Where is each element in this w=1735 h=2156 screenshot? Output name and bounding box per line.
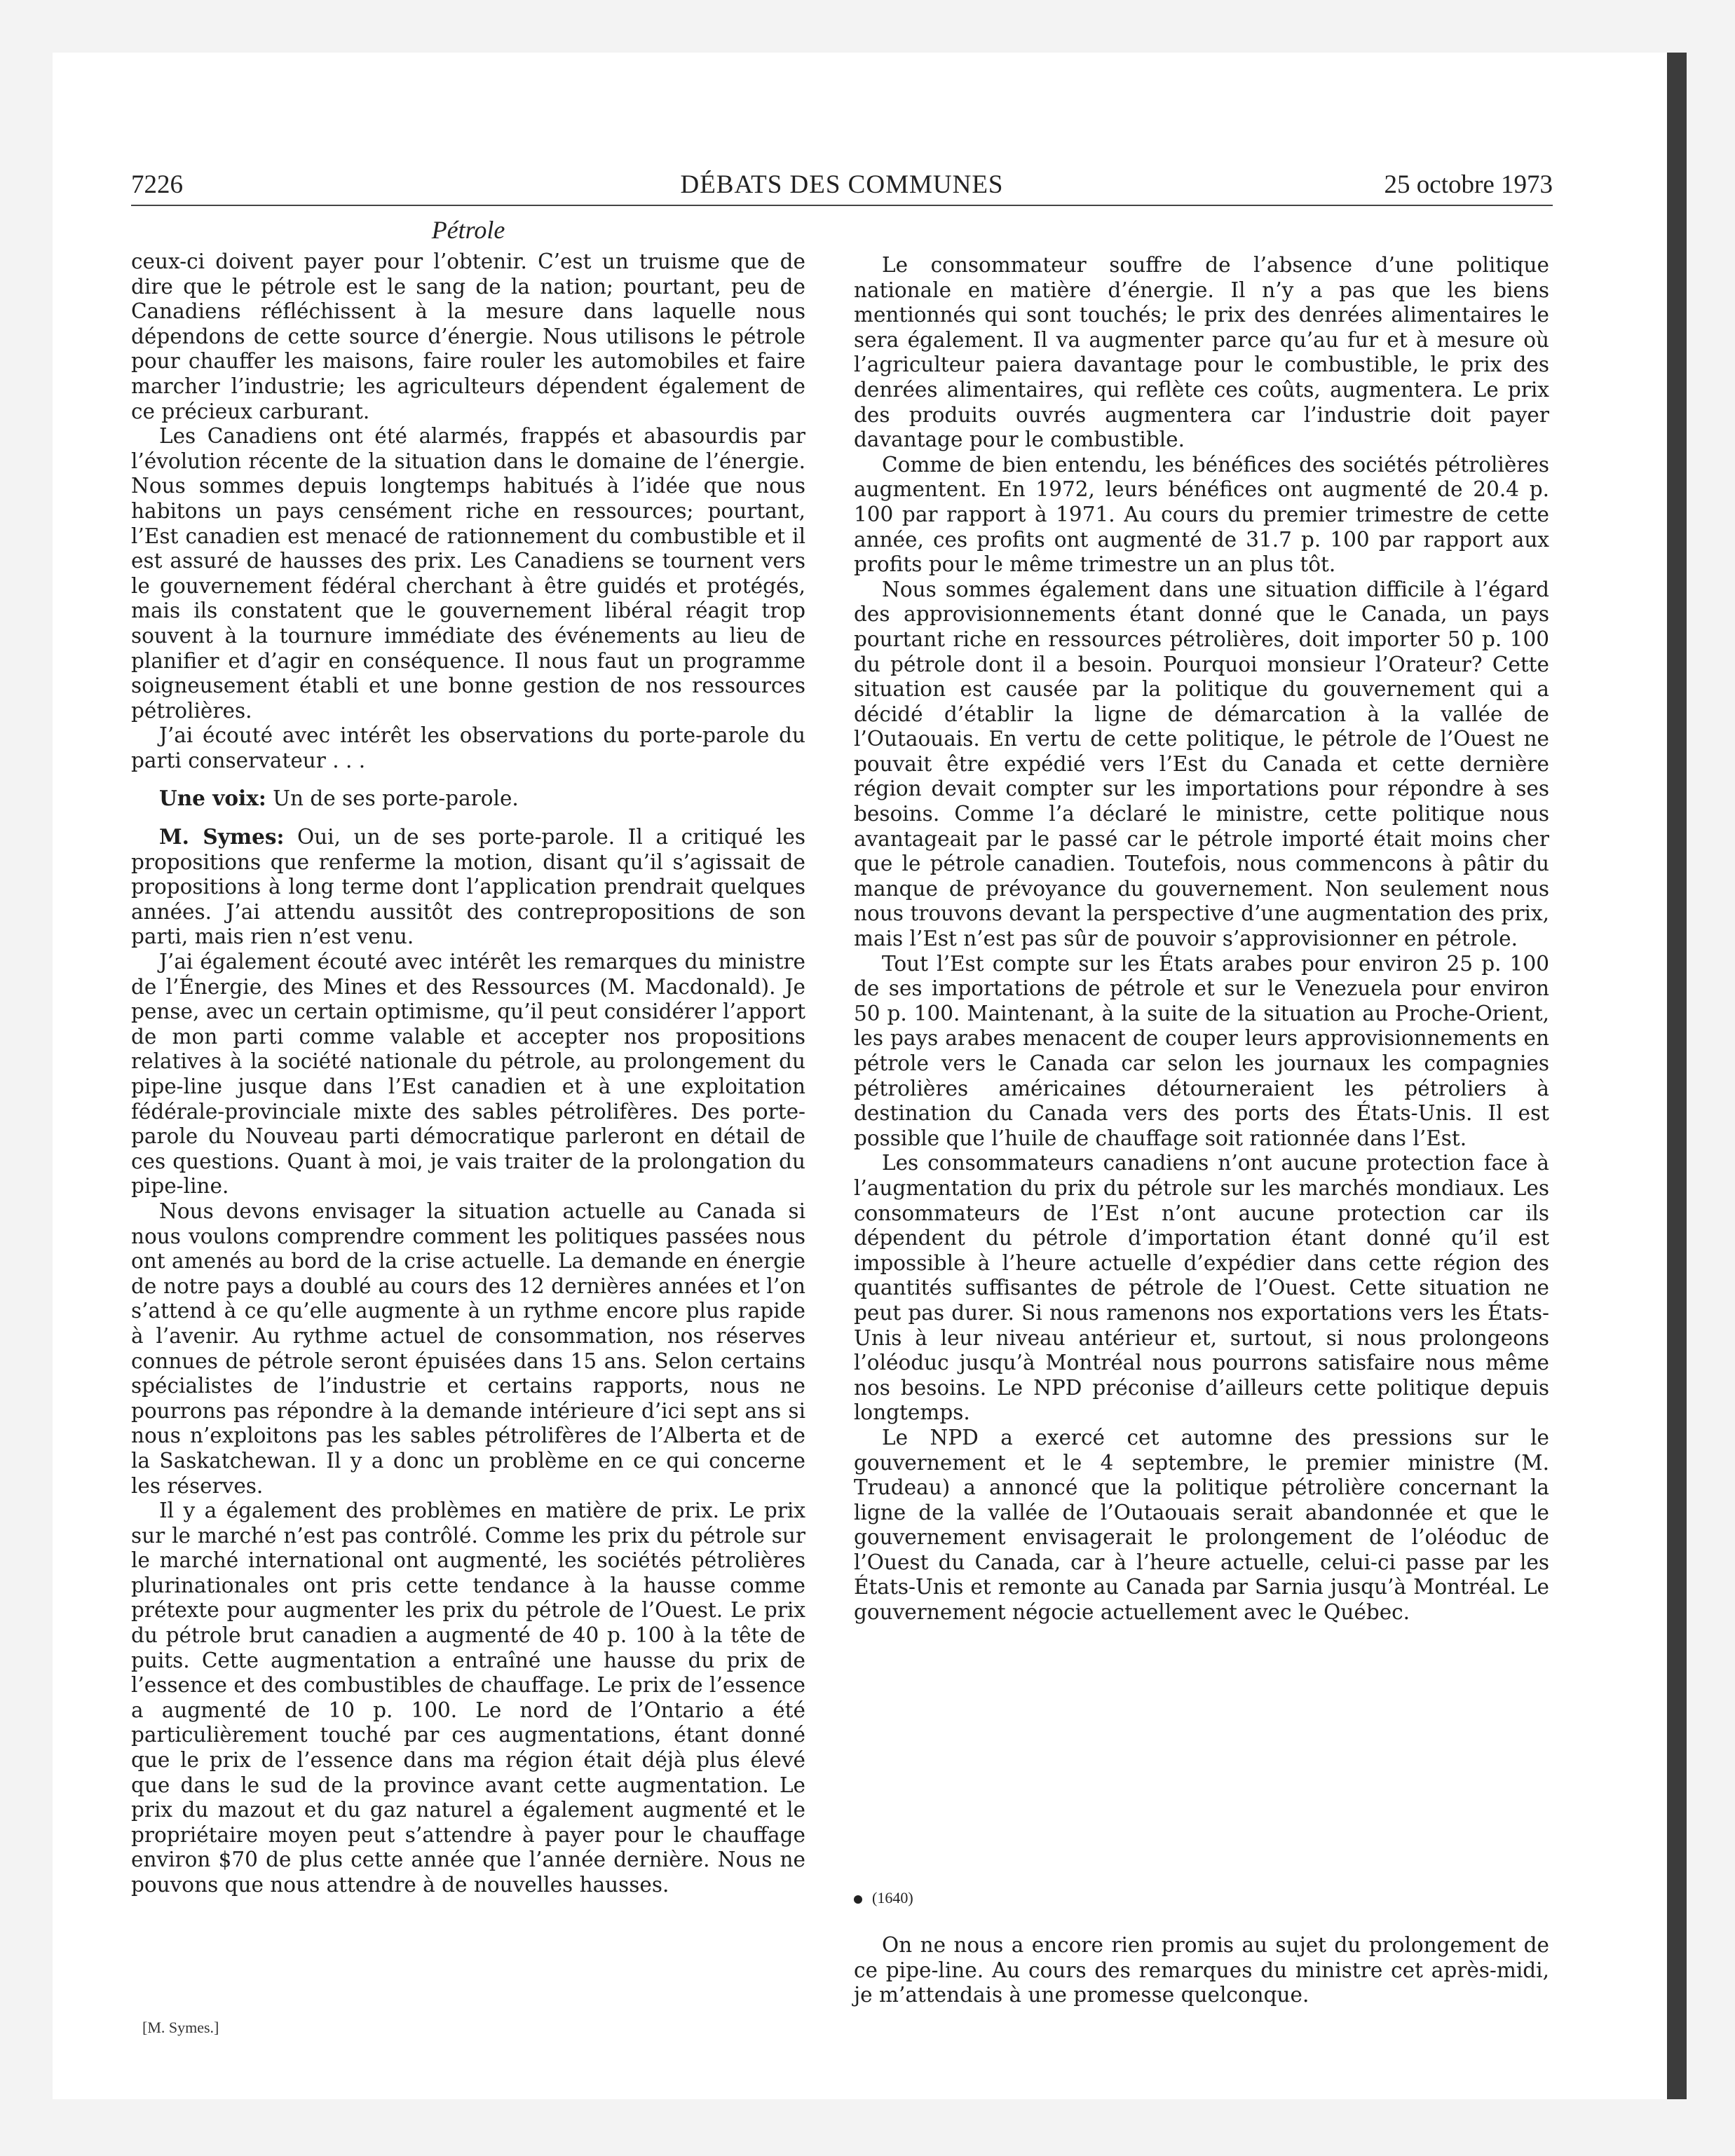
page-number: 7226	[131, 170, 183, 199]
time-marker	[854, 1889, 913, 1907]
subject-heading: Pétrole	[431, 216, 505, 244]
speaker-paragraph	[131, 786, 805, 812]
speaker-name: Une voix:	[159, 786, 266, 811]
right-column-tail	[854, 1933, 1549, 2008]
publication-title: DÉBATS DES COMMUNES	[680, 170, 1004, 199]
paragraph: J’ai écouté avec intérêt les observations du porte-parole du parti conservateur . . .	[131, 723, 805, 772]
paragraph: Nous devons envisager la situation actuelle au Canada si nous voulons comprendre comment les politiques passées nous ont amenés au bord de la crise actuelle. La demande en énergie de notre pays a doublé au cours des 12 dernières années et l’on s’attend à ce qu’elle augmente à un rythme encore plus rapide à l’avenir. Au rythme actuel de consommation, nos réserves connues de pétrole seront épuisées dans 15 ans. Selon certains spécialistes de l’industrie et certains rapports, nous ne pourrons pas répondre à la demande intérieure d’ici sept ans si nous n’exploitons pas les sables pétrolifères de l’Alberta et de la Saskatchewan. Il y a donc un problème en ce qui concerne les réserves.	[131, 1199, 805, 1498]
paragraph: Le NPD a exercé cet automne des pressions sur le gouvernement et le 4 septembre, le premier ministre (M. Trudeau) a annoncé que la politique pétrolière concernant la ligne de la vallée de l’Outaouais serait abandonnée et que le gouvernement envisagerait le prolongement de l’oléoduc de l’Ouest du Canada, car à l’heure actuelle, celui-ci passe par les États-Unis et remonte au Canada par Sarnia jusqu’à Montréal. Le gouvernement négocie actuellement avec le Québec.	[854, 1425, 1549, 1625]
paragraph: Les consommateurs canadiens n’ont aucune protection face à l’augmentation du prix du pétrole sur les marchés mondiaux. Les consommateurs de l’Est n’ont aucune protection car ils dépendent du pétrole d’importation étant donné qu’il est impossible à l’heure actuelle d’expédier dans cette région des quantités suffisantes de pétrole de l’Ouest. Cette situation ne peut pas durer. Si nous ramenons nos exportations vers les États-Unis à leur niveau antérieur et, surtout, si nous prolongeons l’oléoduc jusqu’à Montréal nous pourrons satisfaire nous même nos besoins. Le NPD préconise d’ailleurs cette politique depuis longtemps.	[854, 1151, 1549, 1425]
left-column	[131, 250, 805, 1898]
time-stamp-text: (1640)	[872, 1889, 913, 1906]
speech-text: Un de ses porte-parole.	[266, 786, 519, 811]
paragraph: Il y a également des problèmes en matière de prix. Le prix sur le marché n’est pas contrôlé. Comme les prix du pétrole sur le marché international ont augmenté, les sociétés pétrolières plurinationales ont pris cette tendance à la hausse comme prétexte pour augmenter les prix du pétrole de l’Ouest. Le prix du pétrole brut canadien a augmenté de 40 p. 100 à la tête de puits. Cette augmentation a entraîné une hausse du prix de l’essence et des combustibles de chauffage. Le prix de l’essence a augmenté de 10 p. 100. Le nord de l’Ontario a été particulièrement touché par ces augmentations, étant donné que le prix de l’essence dans ma région était déjà plus élevé que dans le sud de la province avant cette augmentation. Le prix du mazout et du gaz naturel a également augmenté et le propriétaire moyen peut s’attendre à payer pour le chauffage environ $70 de plus cette année que l’année dernière. Nous ne pouvons que nous attendre à de nouvelles hausses.	[131, 1499, 805, 1897]
bullet-icon	[854, 1895, 862, 1904]
speech-text: Oui, un de ses porte-parole. Il a critiqué les propositions que renferme la motion, disant qu’il s’agissait de propositions à long terme dont l’application prendrait quelques années. J’ai attendu aussitôt des contrepropositions de son parti, mais rien n’est venu.	[131, 825, 805, 949]
paragraph: Nous sommes également dans une situation difficile à l’égard des approvisionnements étant donné que le Canada, un pays pourtant riche en ressources pétrolières, doit importer 50 p. 100 du pétrole dont il a besoin. Pourquoi monsieur l’Orateur? Cette situation est causée par la politique du gouvernement qui a décidé d’établir la ligne de démarcation à la vallée de l’Outaouais. En vertu de cette politique, le pétrole de l’Ouest ne pouvait être expédié vers l’Est du Canada et cette dernière région devait compter sur les importations pour répondre à ses besoins. Comme l’a déclaré le ministre, cette politique nous avantageait par le passé car le pétrole importé était moins cher que le pétrole canadien. Toutefois, nous commencons à pâtir du manque de prévoyance du gouvernement. Non seulement nous nous trouvons devant la perspective d’une augmentation des prix, mais l’Est n’est pas sûr de pouvoir s’approvisionner en pétrole.	[854, 577, 1549, 951]
paragraph: Les Canadiens ont été alarmés, frappés et abasourdis par l’évolution récente de la situation dans le domaine de l’énergie. Nous sommes depuis longtemps habitués à l’idée que nous habitons un pays censément riche en ressources; pourtant, l’Est canadien est menacé de rationnement du combustible et il est assuré de hausses des prix. Les Canadiens se tournent vers le gouvernement fédéral cherchant à être guidés et protégés, mais ils constatent que le gouvernement libéral réagit trop souvent à la tournure immédiate des événements au lieu de planifier et d’agir en conséquence. Il nous faut un programme soigneusement établi et une bonne gestion de nos ressources pétrolières.	[131, 424, 805, 723]
paragraph: Le consommateur souffre de l’absence d’une politique nationale en matière d’énergie. Il n’y a pas que les biens mentionnés qui sont touchés; le prix des denrées alimentaires le sera également. Il va augmenter parce qu’au fur et à mesure où l’agriculteur paiera davantage pour le combustible, le prix des denrées alimentaires, qui reflète ces coûts, augmentera. Le prix des produits ouvrés augmentera car l’industrie doit payer davantage pour le combustible.	[854, 253, 1549, 452]
paragraph: Comme de bien entendu, les bénéfices des sociétés pétrolières augmentent. En 1972, leurs bénéfices ont augmenté de 20.4 p. 100 par rapport à 1971. Au cours du premier trimestre de cette année, ces profits ont augmenté de 31.7 p. 100 par rapport aux profits pour le même trimestre un an plus tôt.	[854, 452, 1549, 577]
paragraph: ceux-ci doivent payer pour l’obtenir. C’est un truisme que de dire que le pétrole est le sang de la nation; pourtant, peu de Canadiens réfléchissent à la mesure dans laquelle nous dépendons de cette source d’énergie. Nous utilisons le pétrole pour chauffer les maisons, faire rouler les automobiles et faire marcher l’industrie; les agriculteurs dépendent également de ce précieux carburant.	[131, 250, 805, 423]
speaker-reference: [M. Symes.]	[142, 2019, 219, 2036]
speaker-paragraph	[131, 824, 805, 950]
paragraph: J’ai également écouté avec intérêt les remarques du ministre de l’Énergie, des Mines et des Ressources (M. Macdonald). Je pense, avec un certain optimisme, qu’il peut considérer l’apport de mon parti comme valable et accepter nos propositions relatives à la société nationale du pétrole, au prolongement du pipe-line jusque dans l’Est canadien et à une exploitation fédérale-provinciale mixte des sables pétrolifères. Des porte-parole du Nouveau parti démocratique parleront en détail de ces questions. Quant à moi, je vais traiter de la prolongation du pipe-line.	[131, 950, 805, 1199]
paragraph: On ne nous a encore rien promis au sujet du prolongement de ce pipe-line. Au cours des remarques du ministre cet après-midi, je m’attendais à une promesse quelconque.	[854, 1933, 1549, 2007]
paragraph: Tout l’Est compte sur les États arabes pour environ 25 p. 100 de ses importations de pétrole et sur le Venezuela pour environ 50 p. 100. Maintenant, à la suite de la situation au Proche-Orient, les pays arabes menacent de couper leurs approvisionnements en pétrole vers le Canada car selon les journaux les compagnies pétrolières américaines détourneraient les pétroliers à destination du Canada vers des ports des États-Unis. Il est possible que l’huile de chauffage soit rationnée dans l’Est.	[854, 951, 1549, 1150]
page-date: 25 octobre 1973	[1384, 170, 1553, 199]
page-header	[131, 163, 1553, 206]
speaker-name: M. Symes:	[159, 824, 285, 850]
binding-edge	[1667, 53, 1687, 2099]
right-column	[854, 253, 1549, 1625]
